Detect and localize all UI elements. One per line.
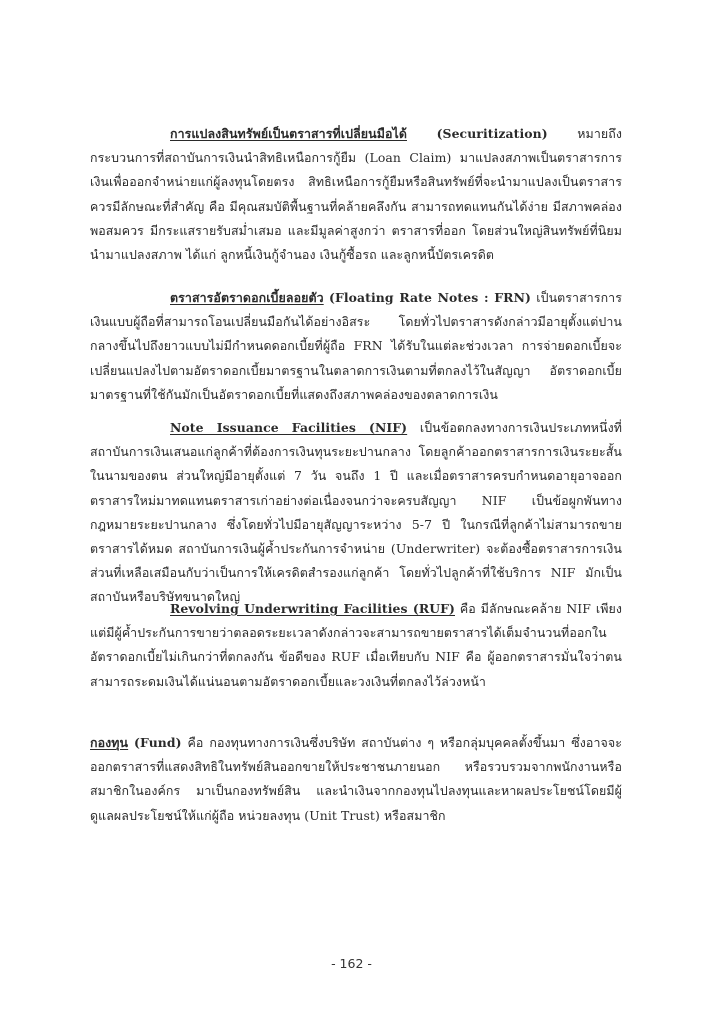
frn-term: ตราสารอัตราดอกเบี้ยลอยตัว bbox=[170, 290, 324, 305]
frn-body: เป็นตราสารการเงินแบบผู้ถือที่สามารถโอนเปลี่ยนมือกันได้อย่างอิสระ โดยทั่วไปตราสารดังกล่าวมีอายุตั้งแต่ปานกลางขึ้นไปถึงยาวแบบไม่มีกำหนดดอกเบี้ยที่ผู้ถือ FRN ได้รับในแต่ละช่วงเวลา การจ่ายดอกเบี้ยจะเปลี่ยนแปลงไปตามอัตราดอกเบี้ยมาตรฐานในตลาดการเงินตามที่ตกลงไว้ในสัญญา อัตราดอกเบี้ยมาตรฐานที่ใช้กันมักเป็นอัตราดอกเบี้ยที่แสดงถึงสภาพคล่องของตลาดการเงิน bbox=[90, 290, 622, 402]
ruf-term: Revolving Underwriting Facilities (RUF) bbox=[170, 601, 455, 616]
fund-paragraph bbox=[90, 731, 622, 828]
fund-term: กองทุน bbox=[90, 735, 129, 750]
securitization-term-en: (Securitization) bbox=[436, 126, 548, 141]
page-number: - 162 - bbox=[331, 956, 372, 971]
frn-paragraph bbox=[90, 286, 622, 407]
fund-term-en: (Fund) bbox=[134, 735, 182, 750]
securitization-paragraph bbox=[90, 122, 622, 267]
fund-body: คือ กองทุนทางการเงินซึ่งบริษัท สถาบันต่าง ๆ หรือกลุ่มบุคคลตั้งขึ้นมา ซึ่งอาจจะออกตราสารที่แสดงสิทธิในทรัพย์สินออกขายให้ประชาชนภายนอก หรือรวบรวมจากพนักงานหรือสมาชิกในองค์กร มาเป็นกองทรัพย์สิน และนำเงินจากกองทุนไปลงทุนและหาผลประโยชน์โดยมีผู้ดูแลผลประโยชน์ให้แก่ผู้ถือ หน่วยลงทุน (Unit Trust) หรือสมาชิก bbox=[90, 735, 622, 823]
nif-term: Note Issuance Facilities (NIF) bbox=[170, 420, 408, 435]
nif-body: เป็นข้อตกลงทางการเงินประเภทหนึ่งที่สถาบันการเงินเสนอแก่ลูกค้าที่ต้องการเงินทุนระยะปานกลาง โดยลูกค้าออกตราสารการเงินระยะสั้นในนามของตน ส่วนใหญ่มีอายุตั้งแต่ 7 วัน จนถึง 1 ปี และเมื่อตราสารครบกำหนดอายุอาจออกตราสารใหม่มาทดแทนตราสารเก่าอย่างต่อเนื่องจนกว่าจะครบสัญญา NIF เป็นข้อผูกพันทางกฎหมายระยะปานกลาง ซึ่งโดยทั่วไปมีอายุสัญญาระหว่าง 5-7 ปี ในกรณีที่ลูกค้าไม่สามารถขายตราสารได้หมด สถาบันการเงินผู้ค้ำประกันการจำหน่าย (Underwriter) จะต้องซื้อตราสารการเงินส่วนที่เหลือเสมือนกับว่าเป็นการให้เครดิตสำรองแก่ลูกค้า โดยทั่วไปลูกค้าที่ใช้บริการ NIF มักเป็นสถาบันหรือบริษัทขนาดใหญ่ bbox=[90, 420, 622, 605]
securitization-body: หมายถึง กระบวนการที่สถาบันการเงินนำสิทธิเหนือการกู้ยืม (Loan Claim) มาแปลงสภาพเป็นตราสารการเงินเพื่อออกจำหน่ายแก่ผู้ลงทุนโดยตรง สิทธิเหนือการกู้ยืมหรือสินทรัพย์ที่จะนำมาแปลงเป็นตราสาร ควรมีลักษณะที่สำคัญ คือ มีคุณสมบัติพื้นฐานที่คล้ายคลึงกัน สามารถทดแทนกันได้ง่าย มีสภาพคล่องพอสมควร มีกระแสรายรับสม่ำเสมอ และมีมูลค่าสูงกว่า ตราสารที่ออก โดยส่วนใหญ่สินทรัพย์ที่นิยมนำมาแปลงสภาพ ได้แก่ ลูกหนี้เงินกู้จำนอง เงินกู้ซื้อรถ และลูกหนี้บัตรเครดิต bbox=[90, 126, 622, 263]
securitization-term: การแปลงสินทรัพย์เป็นตราสารที่เปลี่ยนมือได้ bbox=[170, 126, 407, 141]
ruf-body: คือ มีลักษณะคล้าย NIF เพียงแต่มีผู้ค้ำประกันการขายว่าตลอดระยะเวลาดังกล่าวจะสามารถขายตราสารได้เต็มจำนวนที่ออกในอัตราดอกเบี้ยไม่เกินกว่าที่ตกลงกัน ข้อดีของ RUF เมื่อเทียบกับ NIF คือ ผู้ออกตราสารมั่นใจว่าตนสามารถระดมเงินได้แน่นอนตามอัตราดอกเบี้ยและวงเงินที่ตกลงไว้ล่วงหน้า bbox=[90, 601, 622, 689]
frn-term-en: (Floating Rate Notes : FRN) bbox=[328, 290, 531, 305]
nif-paragraph bbox=[90, 416, 622, 610]
ruf-paragraph bbox=[90, 597, 622, 694]
